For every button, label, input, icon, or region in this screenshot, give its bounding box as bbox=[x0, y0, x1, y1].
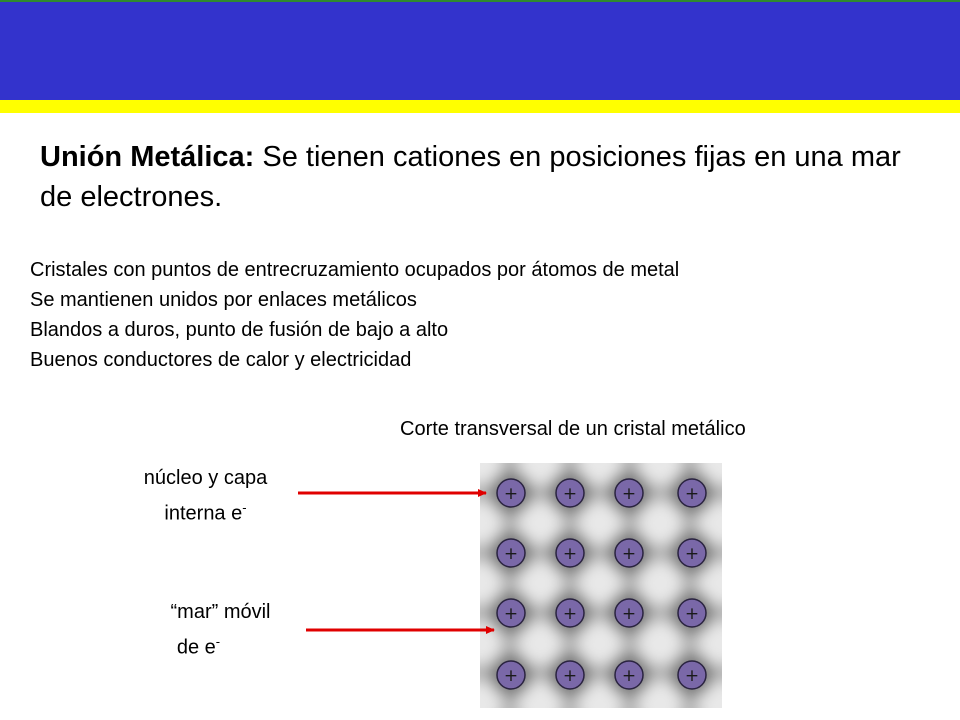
cation-charge: + bbox=[562, 544, 578, 564]
cation bbox=[556, 599, 584, 627]
cation-charge: + bbox=[684, 604, 700, 624]
sea-label-line1: “mar” móvil bbox=[170, 601, 271, 623]
property-item: Buenos conductores de calor y electricidad bbox=[30, 349, 412, 371]
cation bbox=[678, 479, 706, 507]
cation-charge: + bbox=[503, 666, 519, 686]
cation bbox=[615, 479, 643, 507]
cation-charge: + bbox=[562, 484, 578, 504]
cation-charge: + bbox=[621, 484, 637, 504]
cation-charge: + bbox=[562, 604, 578, 624]
core-label bbox=[118, 463, 293, 529]
property-item: Blandos a duros, punto de fusión de bajo a alto bbox=[30, 319, 449, 341]
cation-charge: + bbox=[621, 666, 637, 686]
cation bbox=[497, 539, 525, 567]
cation-charge: + bbox=[684, 484, 700, 504]
cation bbox=[615, 539, 643, 567]
cation-charge: + bbox=[621, 604, 637, 624]
cation bbox=[497, 599, 525, 627]
sea-label bbox=[118, 597, 293, 663]
cation bbox=[678, 661, 706, 689]
cation-charge: + bbox=[562, 666, 578, 686]
sea-label-line2: de e- bbox=[176, 634, 221, 659]
metal-crystal-diagram bbox=[480, 463, 722, 708]
figure-caption: Corte transversal de un cristal metálico bbox=[400, 418, 746, 440]
cation-charge: + bbox=[621, 544, 637, 564]
cation bbox=[497, 661, 525, 689]
core-label-line1: núcleo y capa bbox=[143, 467, 268, 489]
cation bbox=[556, 479, 584, 507]
header-band bbox=[0, 0, 960, 100]
cation bbox=[615, 599, 643, 627]
property-item: Se mantienen unidos por enlaces metálicos bbox=[30, 289, 417, 311]
cation-charge: + bbox=[684, 666, 700, 686]
core-label-line2: interna e- bbox=[164, 500, 247, 525]
cation bbox=[678, 539, 706, 567]
cation bbox=[615, 661, 643, 689]
cation bbox=[497, 479, 525, 507]
property-list bbox=[30, 255, 679, 375]
cation bbox=[556, 661, 584, 689]
cation-charge: + bbox=[503, 484, 519, 504]
cation bbox=[678, 599, 706, 627]
cation-charge: + bbox=[684, 544, 700, 564]
cation-charge: + bbox=[503, 604, 519, 624]
property-item: Cristales con puntos de entrecruzamiento ocupados por átomos de metal bbox=[30, 259, 680, 281]
slide-title bbox=[40, 137, 920, 217]
title-rest: Se tienen cationes en posiciones fijas en una mar de electrones. bbox=[40, 141, 901, 213]
header-stripe bbox=[0, 100, 960, 113]
cation-charge: + bbox=[503, 544, 519, 564]
title-bold: Unión Metálica: bbox=[40, 141, 255, 173]
cation bbox=[556, 539, 584, 567]
